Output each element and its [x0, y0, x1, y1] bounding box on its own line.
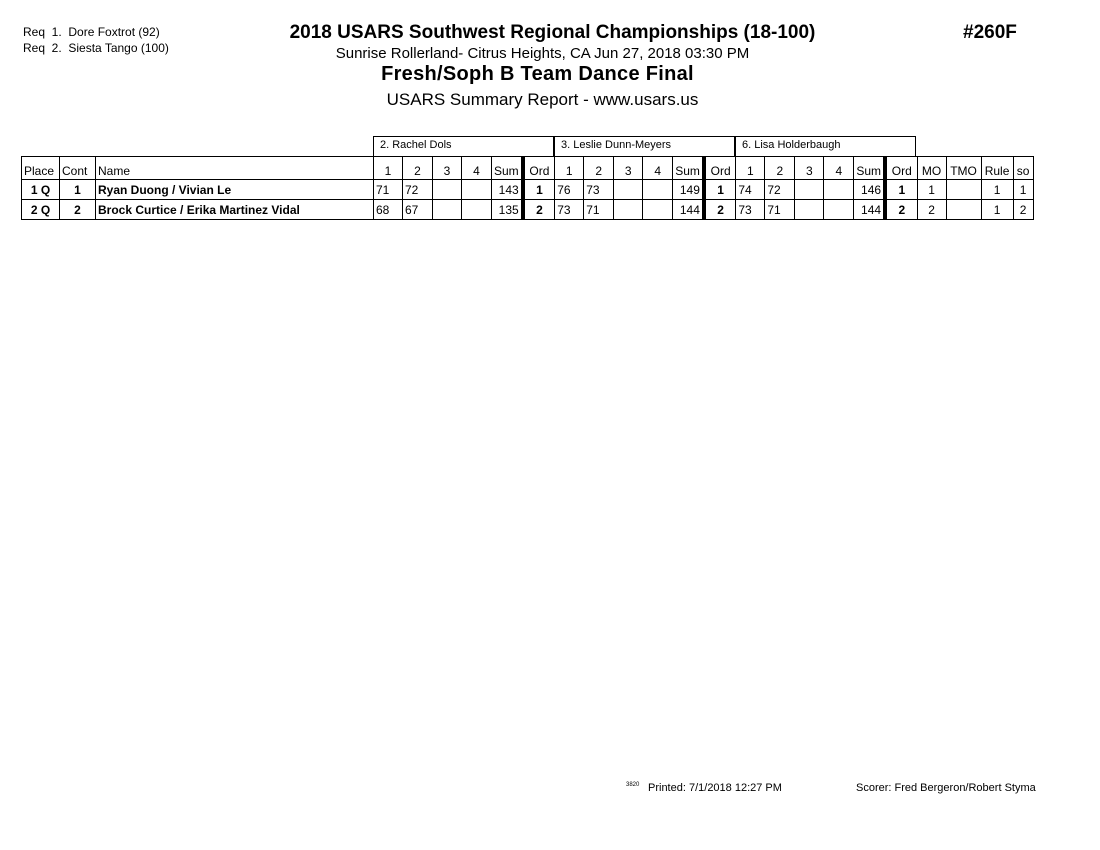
venue-datetime: Sunrise Rollerland- Citrus Heights, CA Jun 27, 2018 03:30 PM [335, 45, 750, 62]
col-place: Place [22, 157, 60, 180]
judge-header-2: 3. Leslie Dunn-Meyers [554, 136, 735, 156]
j2-score-3 [614, 200, 643, 220]
report-code: 3820 [626, 782, 640, 788]
col-cont: Cont [60, 157, 96, 180]
j2-score-1: 76 [555, 180, 584, 200]
j2-score-4 [643, 200, 673, 220]
j3-score-2: 71 [765, 200, 795, 220]
row-cont: 2 [60, 200, 96, 220]
table-row [22, 200, 1034, 220]
col-name: Name [96, 157, 374, 180]
j2-score-1: 73 [555, 200, 584, 220]
j3-score-1: 73 [736, 200, 765, 220]
col-j2-s3: 3 [614, 157, 643, 180]
col-j1-s4: 4 [462, 157, 492, 180]
j2-sum: 149 [673, 180, 704, 200]
col-j2-ord: Ord [704, 157, 736, 180]
row-cont: 1 [60, 180, 96, 200]
requirement-2: Req 2. Siesta Tango (100) [23, 41, 169, 55]
column-header-row [22, 157, 1034, 180]
event-number: #260F [963, 22, 1017, 43]
judge-header-1: 2. Rachel Dols [373, 136, 554, 156]
col-tmo: TMO [946, 157, 981, 180]
col-j2-s1: 1 [555, 157, 584, 180]
row-place: 2 Q [22, 200, 60, 220]
j1-score-1: 71 [374, 180, 403, 200]
j2-score-4 [643, 180, 673, 200]
row-rule: 1 [981, 180, 1013, 200]
col-j1-ord: Ord [523, 157, 555, 180]
j3-score-3 [795, 200, 824, 220]
j1-score-3 [433, 180, 462, 200]
row-place: 1 Q [22, 180, 60, 200]
score-table [21, 156, 1034, 220]
row-tmo [946, 200, 981, 220]
row-so: 2 [1013, 200, 1033, 220]
j2-score-2: 71 [584, 200, 614, 220]
col-j3-s4: 4 [824, 157, 854, 180]
event-name: Fresh/Soph B Team Dance Final [381, 63, 694, 85]
j3-score-3 [795, 180, 824, 200]
col-j1-s2: 2 [403, 157, 433, 180]
col-rule: Rule [981, 157, 1013, 180]
row-mo: 1 [917, 180, 946, 200]
col-j3-s3: 3 [795, 157, 824, 180]
j2-score-3 [614, 180, 643, 200]
j1-score-2: 67 [403, 200, 433, 220]
j2-ord: 1 [704, 180, 736, 200]
col-so: so [1013, 157, 1033, 180]
j3-score-4 [824, 200, 854, 220]
scorer-names: Scorer: Fred Bergeron/Robert Styma [856, 782, 1036, 794]
j1-score-2: 72 [403, 180, 433, 200]
col-j1-s1: 1 [374, 157, 403, 180]
row-name: Brock Curtice / Erika Martinez Vidal [96, 200, 374, 220]
j2-sum: 144 [673, 200, 704, 220]
col-mo: MO [917, 157, 946, 180]
j2-ord: 2 [704, 200, 736, 220]
col-j2-sum: Sum [673, 157, 704, 180]
j1-ord: 1 [523, 180, 555, 200]
col-j3-s1: 1 [736, 157, 765, 180]
j3-ord: 1 [885, 180, 917, 200]
row-rule: 1 [981, 200, 1013, 220]
row-tmo [946, 180, 981, 200]
row-name: Ryan Duong / Vivian Le [96, 180, 374, 200]
table-row [22, 180, 1034, 200]
col-j3-s2: 2 [765, 157, 795, 180]
requirement-1: Req 1. Dore Foxtrot (92) [23, 25, 160, 39]
printed-timestamp: Printed: 7/1/2018 12:27 PM [648, 782, 782, 794]
col-j3-ord: Ord [885, 157, 917, 180]
j3-sum: 144 [854, 200, 885, 220]
competition-title: 2018 USARS Southwest Regional Championships (18-100) [289, 22, 816, 43]
j1-score-1: 68 [374, 200, 403, 220]
j3-score-1: 74 [736, 180, 765, 200]
j1-ord: 2 [523, 200, 555, 220]
col-j1-sum: Sum [492, 157, 523, 180]
j1-sum: 135 [492, 200, 523, 220]
j3-score-2: 72 [765, 180, 795, 200]
j1-score-4 [462, 180, 492, 200]
j3-sum: 146 [854, 180, 885, 200]
j1-score-4 [462, 200, 492, 220]
col-j1-s3: 3 [433, 157, 462, 180]
col-j2-s2: 2 [584, 157, 614, 180]
j1-score-3 [433, 200, 462, 220]
j1-sum: 143 [492, 180, 523, 200]
report-name: USARS Summary Report - www.usars.us [386, 90, 699, 109]
col-j2-s4: 4 [643, 157, 673, 180]
row-so: 1 [1013, 180, 1033, 200]
j2-score-2: 73 [584, 180, 614, 200]
col-j3-sum: Sum [854, 157, 885, 180]
j3-score-4 [824, 180, 854, 200]
j3-ord: 2 [885, 200, 917, 220]
row-mo: 2 [917, 200, 946, 220]
judge-header-3: 6. Lisa Holderbaugh [735, 136, 916, 156]
